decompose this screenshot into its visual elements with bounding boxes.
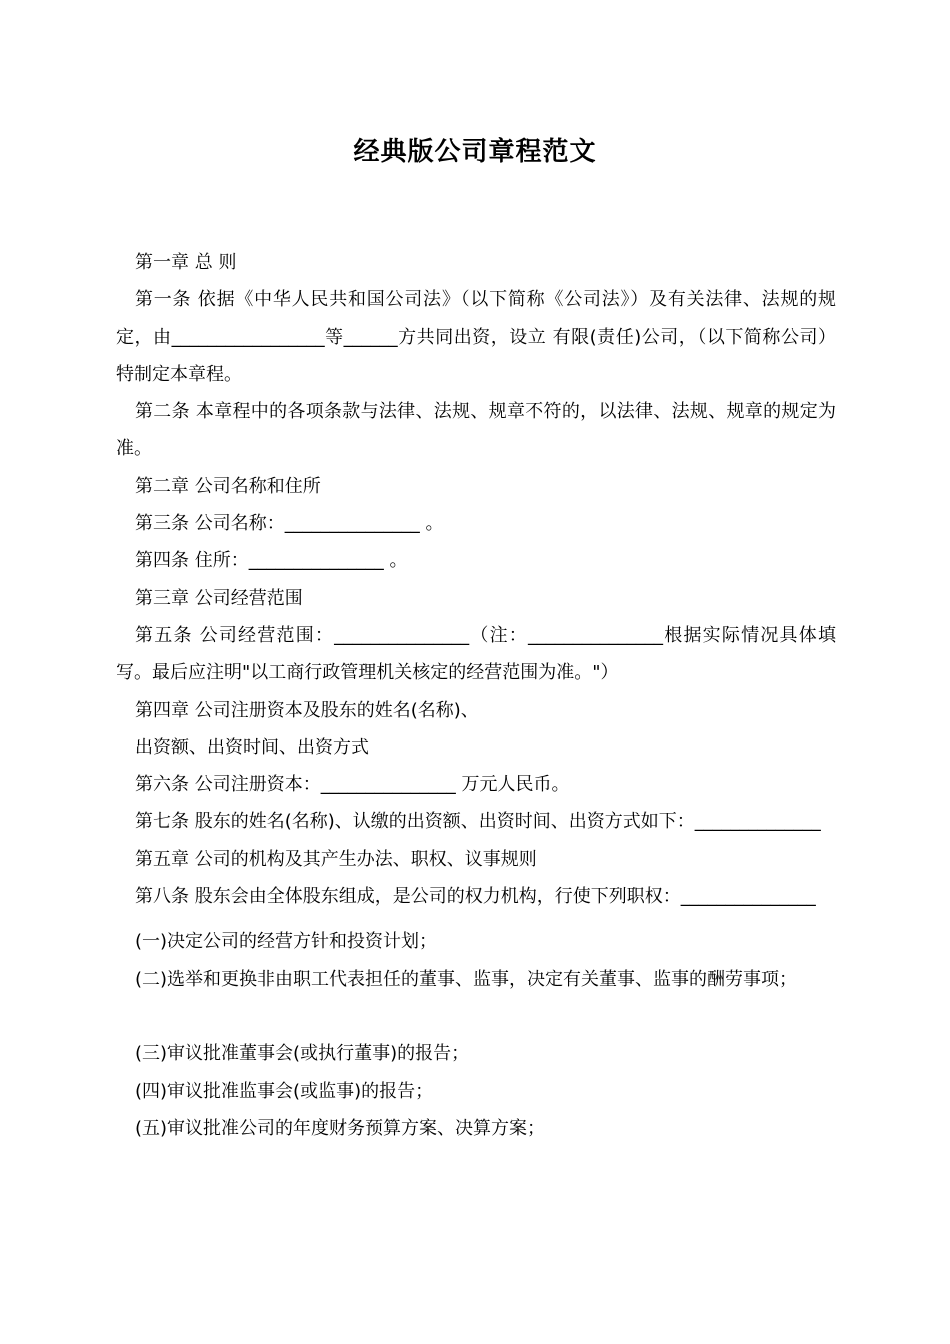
chapter-1-heading: 第一章 总 则	[135, 252, 237, 273]
power-item-4: (四)审议批准监事会(或监事)的报告；	[135, 1080, 434, 1102]
chapter-2-heading: 第二章 公司名称和住所	[135, 475, 321, 497]
power-item-1: (一)决定公司的经营方针和投资计划；	[135, 931, 438, 953]
spacer	[116, 915, 836, 923]
article-1: 第一条 依据《中华人民共和国公司法》（以下简称《公司法》）及有关法律、法规的规定，由_________________等______方共同出资，设立 有限(责任)公司，（以下简称公司）特制定本章程。	[116, 289, 836, 385]
blank-line	[116, 998, 836, 1035]
chapter-4-heading-line-1: 第四章 公司注册资本及股东的姓名(名称)、	[135, 699, 479, 721]
article-3: 第三条 公司名称：_______________ 。	[135, 513, 444, 535]
article-6: 第六条 公司注册资本：_______________ 万元人民币。	[135, 774, 570, 796]
chapter-4-heading-line-2: 出资额、出资时间、出资方式	[135, 736, 369, 758]
article-8: 第八条 股东会由全体股东组成，是公司的权力机构，行使下列职权：_______________	[135, 886, 816, 908]
article-2: 第二条 本章程中的各项条款与法律、法规、规章不符的，以法律、法规、规章的规定为准。	[116, 401, 836, 460]
power-item-3: (三)审议批准董事会(或执行董事)的报告；	[135, 1043, 470, 1065]
document-title: 经典版公司章程范文	[353, 137, 597, 167]
chapter-5-heading: 第五章 公司的机构及其产生办法、职权、议事规则	[135, 848, 537, 870]
article-7: 第七条 股东的姓名(名称)、认缴的出资额、出资时间、出资方式如下：______________	[135, 811, 821, 833]
power-item-2: (二)选举和更换非由职工代表担任的董事、监事，决定有关董事、监事的酬劳事项；	[135, 968, 798, 990]
article-5: 第五条 公司经营范围：_______________（注：_______________根据实际情况具体填写。最后应注明"以工商行政管理机关核定的经营范围为准。"）	[116, 624, 836, 684]
article-4: 第四条 住所：_______________ 。	[135, 550, 408, 572]
power-item-5: (五)审议批准公司的年度财务预算方案、决算方案；	[135, 1117, 546, 1139]
document-body	[116, 244, 836, 1147]
chapter-3-heading: 第三章 公司经营范围	[135, 587, 303, 609]
